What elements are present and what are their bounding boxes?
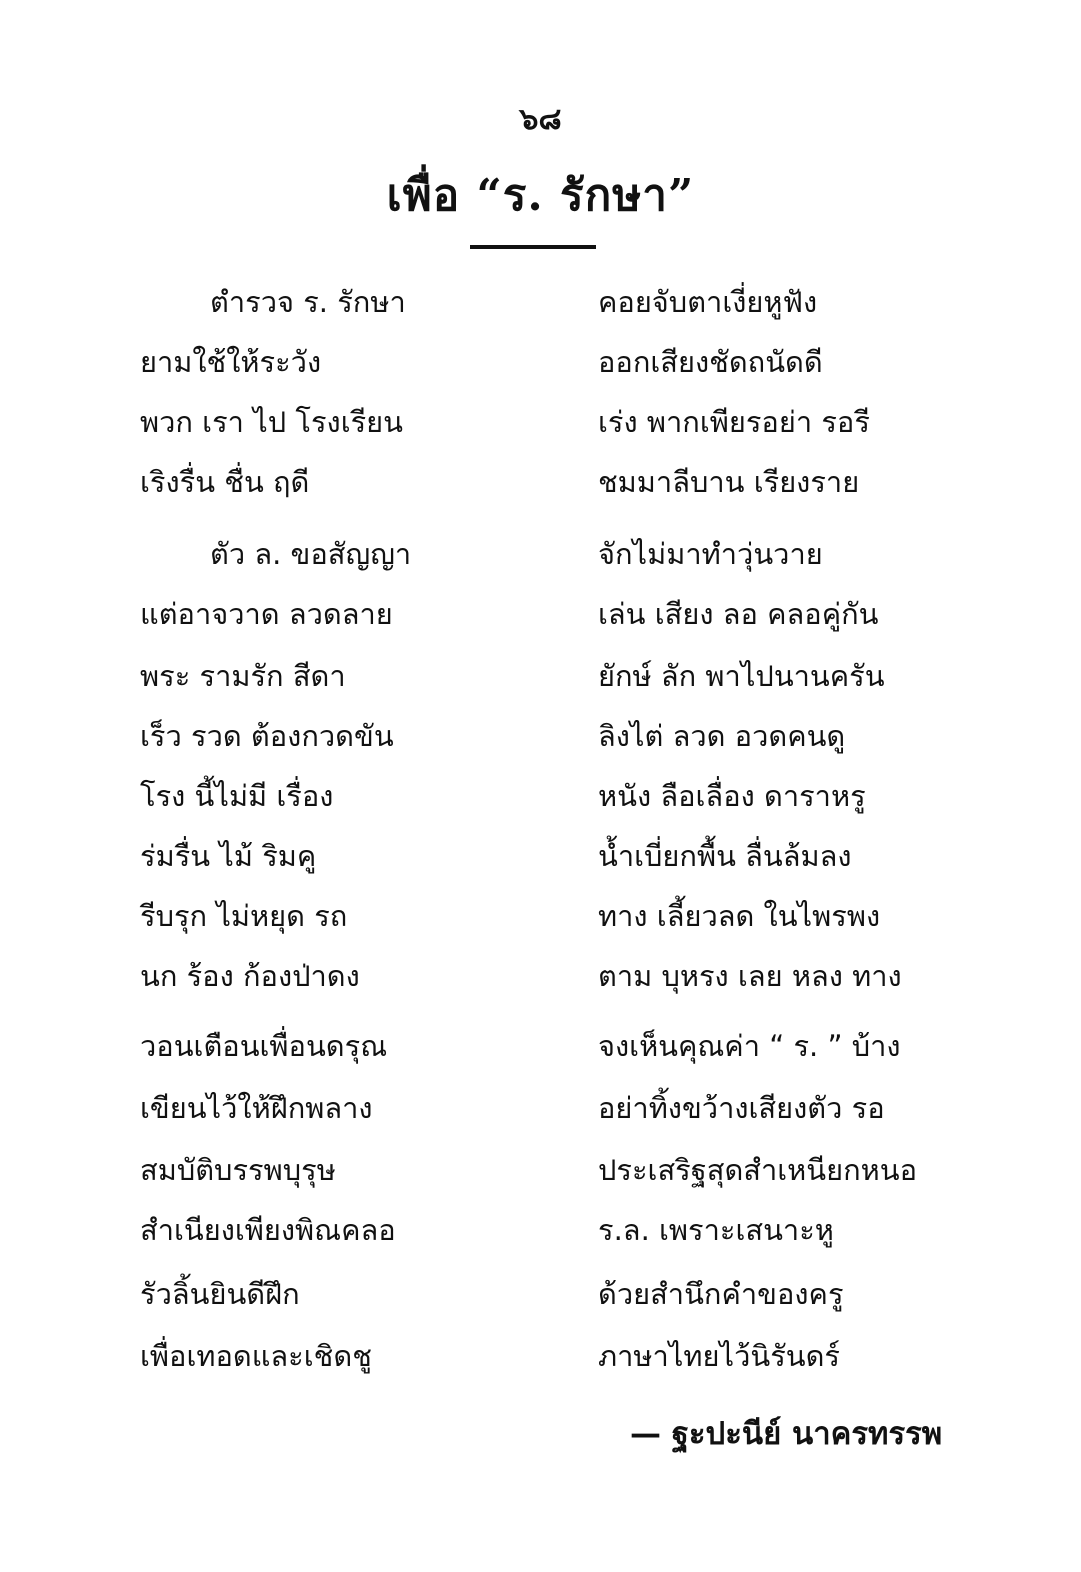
page-number: ๖๘ — [519, 102, 562, 137]
poem-line-left: ตัว ล. ขอสัญญา — [210, 537, 412, 571]
poem-line-left: พวก เรา ไป โรงเรียน — [140, 405, 403, 439]
poem-line-right: จงเห็นคุณค่า “ ร. ” บ้าง — [598, 1029, 901, 1063]
poem-line-right: น้ำเบี่ยกพื้น ลื่นล้มลง — [598, 839, 852, 873]
poem-line-right: คอยจับตาเงี่ยหูฟัง — [598, 285, 818, 319]
poem-line-right: เร่ง พากเพียรอย่า รอรี — [598, 405, 870, 439]
poem-line-right: เล่น เสียง ลอ คลอคู่กัน — [598, 597, 879, 631]
poem-line-right: จักไม่มาทำวุ่นวาย — [598, 537, 823, 571]
poem-line-right: ด้วยสำนึกคำของครู — [598, 1277, 844, 1311]
author-signature: — ฐะปะนีย์ นาครทรรพ — [630, 1416, 943, 1452]
poem-title: เพื่อ “ร. รักษา” — [386, 170, 695, 221]
poem-line-right: ลิงไต่ ลวด อวดคนดู — [598, 719, 846, 753]
poem-line-right: หนัง ลือเลื่อง ดาราหรู — [598, 779, 866, 813]
poem-line-left: ร่มรื่น ไม้ ริมคู — [140, 839, 317, 873]
poem-line-left: โรง นี้ไม่มี เรื่อง — [140, 779, 334, 813]
poem-line-left: เริงรื่น ชื่น ฤดี — [140, 465, 310, 499]
poem-line-left: สำเนียงเพียงพิณคลอ — [140, 1213, 396, 1247]
poem-line-left: เขียนไว้ให้ฝึกพลาง — [140, 1091, 373, 1125]
poem-line-left: รัวลิ้นยินดีฝึก — [140, 1277, 300, 1311]
poem-line-right: ทาง เลี้ยวลด ในไพรพง — [598, 899, 881, 933]
poem-line-right: ภาษาไทยไว้นิรันดร์ — [598, 1339, 840, 1373]
poem-line-right: ออกเสียงชัดถนัดดี — [598, 345, 823, 379]
poem-line-right: ตาม บุหรง เลย หลง ทาง — [598, 959, 902, 993]
poem-line-left: พระ รามรัก สีดา — [140, 659, 346, 693]
poem-line-left: เพื่อเทอดและเชิดชู — [140, 1339, 372, 1373]
poem-line-left: สมบัติบรรพบุรุษ — [140, 1153, 336, 1187]
poem-line-left: เร็ว รวด ต้องกวดขัน — [140, 719, 394, 753]
poem-line-left: นก ร้อง ก้องป่าดง — [140, 959, 360, 993]
poem-line-left: รีบรุก ไม่หยุด รถ — [140, 899, 348, 933]
poem-line-left: ยามใช้ให้ระวัง — [140, 345, 322, 379]
poem-line-left: ตำรวจ ร. รักษา — [210, 285, 406, 319]
poem-line-right: อย่าทิ้งขว้างเสียงตัว รอ — [598, 1091, 885, 1125]
poem-line-right: ยักษ์ ลัก พาไปนานครัน — [598, 659, 885, 693]
poem-line-right: ประเสริฐสุดสำเหนียกหนอ — [598, 1153, 918, 1187]
poem-line-left: วอนเตือนเพื่อนดรุณ — [140, 1029, 388, 1063]
poem-line-left: แต่อาจวาด ลวดลาย — [140, 597, 393, 631]
poem-line-right: ร.ล. เพราะเสนาะหู — [598, 1213, 834, 1247]
poem-line-right: ชมมาลีบาน เรียงราย — [598, 465, 860, 499]
